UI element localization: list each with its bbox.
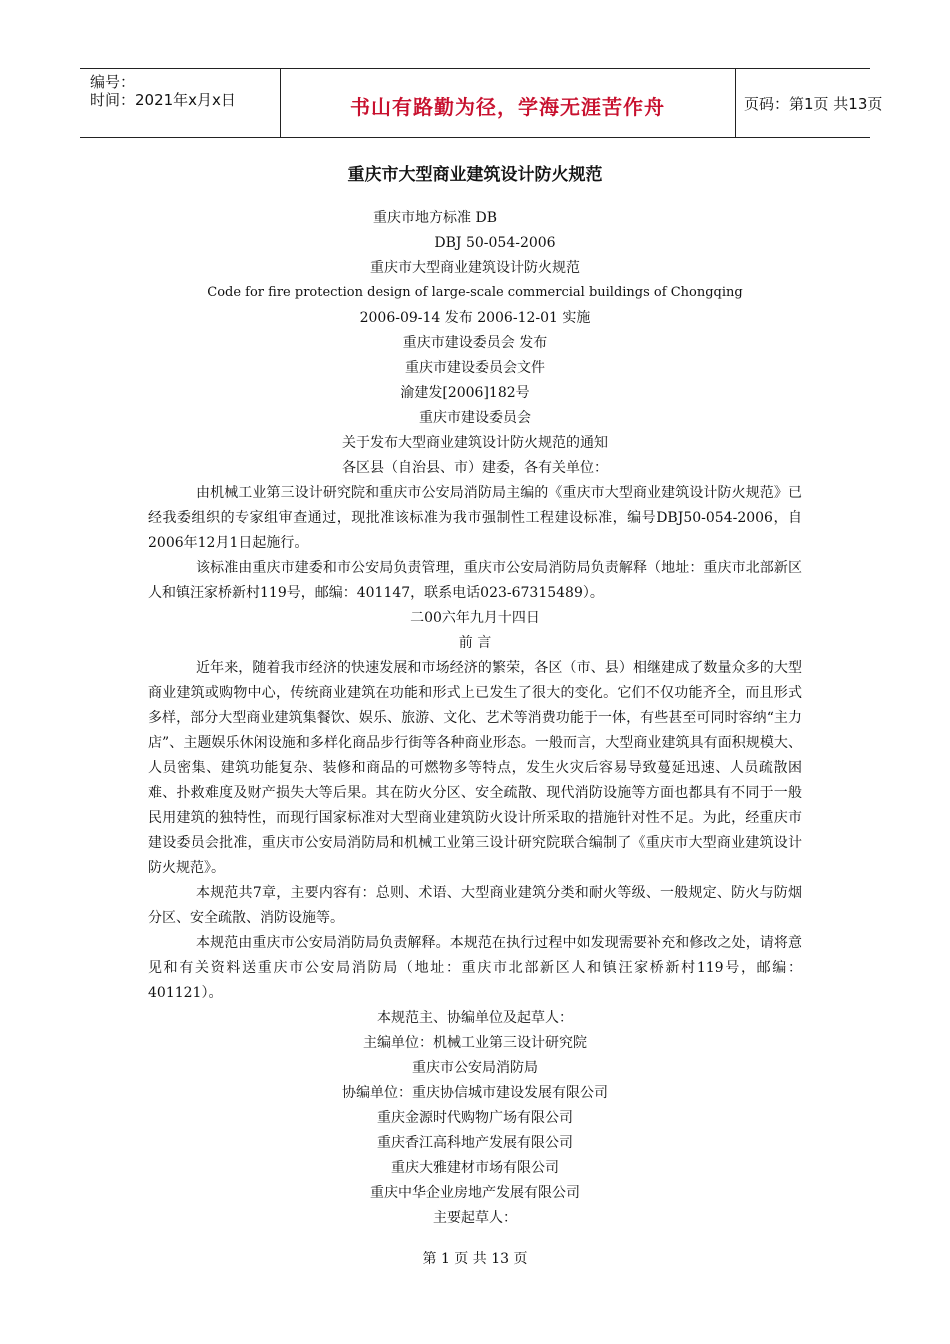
english-title-line: Code for fire protection design of large-scale commercial buildings of Chongqing: [207, 285, 743, 300]
preface-paragraph: 本规范由重庆市公安局消防局负责解释。本规范在执行过程中如发现需要补充和修改之处，请将意见和有关资料送重庆市公安局消防局（地址：重庆市北部新区人和镇汪家桥新村119号，邮编：401121）。: [148, 935, 802, 1001]
chief-editor-unit: 主编单位：机械工业第三设计研究院: [363, 1035, 587, 1051]
standard-type-line: 重庆市地方标准 DB: [373, 210, 497, 226]
preface-title: 前 言: [458, 635, 492, 651]
page-info: 页码：第1页 共13页: [744, 95, 883, 113]
main-drafters-label: 主要起草人：: [433, 1210, 517, 1226]
motto: 书山有路勤为径，学海无涯苦作舟: [350, 95, 665, 119]
date-line: 2006-09-14 发布 2006-12-01 实施: [359, 310, 591, 326]
document-header-line: 重庆市建设委员会文件: [405, 360, 545, 376]
publisher-line: 重庆市建设委员会 发布: [402, 335, 548, 351]
notice-title-line: 关于发布大型商业建筑设计防火规范的通知: [342, 435, 608, 451]
co-editor-unit-3: 重庆香江高科地产发展有限公司: [377, 1135, 573, 1151]
notice-paragraph: 由机械工业第三设计研究院和重庆市公安局消防局主编的《重庆市大型商业建筑设计防火规范》已经我委组织的专家组审查通过，现批准该标准为我市强制性工程建设标准，编号DBJ50-054-2006，自2006年12月1日起施行。: [148, 485, 802, 551]
header-table: [80, 68, 883, 138]
page-footer: 第 1 页 共 13 页: [422, 1251, 528, 1267]
drafters-intro: 本规范主、协编单位及起草人：: [377, 1010, 573, 1026]
chief-editor-unit-2: 重庆市公安局消防局: [412, 1060, 538, 1076]
number-label: 编号：: [90, 73, 136, 91]
document-title: 重庆市大型商业建筑设计防火规范: [347, 165, 603, 185]
co-editor-unit: 协编单位：重庆协信城市建设发展有限公司: [342, 1085, 608, 1101]
notice-date: 二00六年九月十四日: [410, 610, 540, 626]
committee-line: 重庆市建设委员会: [419, 410, 531, 426]
preface-paragraph: 本规范共7章，主要内容有：总则、术语、大型商业建筑分类和耐火等级、一般规定、防火与防烟分区、安全疏散、消防设施等。: [148, 885, 802, 926]
co-editor-unit-2: 重庆金源时代购物广场有限公司: [377, 1110, 573, 1126]
co-editor-unit-4: 重庆大雅建材市场有限公司: [391, 1160, 559, 1176]
document-number-line: 渝建发[2006]182号: [400, 385, 530, 401]
header-motto-cell: [280, 69, 736, 137]
header-left-cell: [80, 69, 281, 137]
addressee-line: 各区县（自治县、市）建委，各有关单位：: [342, 460, 608, 476]
header-right-cell: [736, 69, 883, 137]
co-editor-unit-5: 重庆中华企业房地产发展有限公司: [370, 1185, 580, 1201]
notice-paragraph: 该标准由重庆市建委和市公安局负责管理，重庆市公安局消防局负责解释（地址：重庆市北部新区人和镇汪家桥新村119号，邮编：401147，联系电话023-67315489）。: [148, 560, 802, 601]
time-label: 时间：2021年x月x日: [90, 91, 236, 109]
standard-title-line: 重庆市大型商业建筑设计防火规范: [370, 260, 580, 276]
standard-number-line: DBJ 50-054-2006: [434, 235, 556, 251]
preface-paragraph: 近年来，随着我市经济的快速发展和市场经济的繁荣，各区（市、县）相继建成了数量众多的大型商业建筑或购物中心，传统商业建筑在功能和形式上已发生了很大的变化。它们不仅功能齐全，而且形式多样，部分大型商业建筑集餐饮、娱乐、旅游、文化、艺术等消费功能于一体，有些甚至可同时容纳“主力店”、主题娱乐休闲设施和多样化商品步行街等各种商业形态。一般而言，大型商业建筑具有面积规模大、人员密集、建筑功能复杂、装修和商品的可燃物多等特点，发生火灾后容易导致蔓延迅速、人员疏散困难、扑救难度及财产损失大等后果。其在防火分区、安全疏散、现代消防设施等方面也都具有不同于一般民用建筑的独特性，而现行国家标准对大型商业建筑防火设计所采取的措施针对性不足。为此，经重庆市建设委员会批准，重庆市公安局消防局和机械工业第三设计研究院联合编制了《重庆市大型商业建筑设计防火规范》。: [148, 660, 802, 876]
